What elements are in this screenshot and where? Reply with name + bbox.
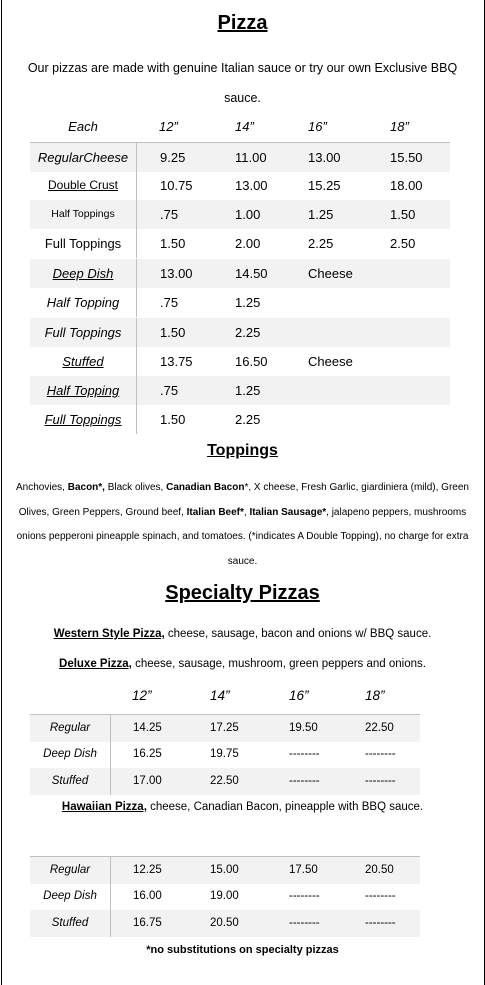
specialty-table-header xyxy=(30,683,420,709)
price-cell: .75 xyxy=(136,288,211,317)
price-cell: 13.00 xyxy=(235,178,268,193)
western-pizza-line: Western Style Pizza, cheese, sausage, bacon and onions w/ BBQ sauce. xyxy=(53,628,432,640)
row-label: Double Crust xyxy=(47,178,119,192)
table-row xyxy=(30,768,420,795)
price-cell: 2.00 xyxy=(235,236,261,251)
row-label: Regular xyxy=(49,722,91,734)
price-cell: 18.00 xyxy=(390,178,423,193)
table-row xyxy=(30,171,450,200)
price-cell: 15.50 xyxy=(390,150,423,165)
price-cell: .75 xyxy=(136,376,211,405)
row-label: Full Toppings xyxy=(44,236,122,251)
table-row xyxy=(30,229,450,258)
table-row xyxy=(30,259,450,288)
price-cell: 16.25 xyxy=(110,741,188,768)
price-cell xyxy=(286,288,368,317)
price-cell: 2.25 xyxy=(308,236,334,251)
deluxe-pizza-line: Deluxe Pizza, cheese, sausage, mushroom, green peppers and onions. xyxy=(59,658,426,670)
price-cell: 16.00 xyxy=(110,883,188,910)
price-cell: .75 xyxy=(136,200,211,229)
price-cell: 1.00 xyxy=(235,207,261,222)
row-label: Half Topping xyxy=(46,295,120,310)
row-label: Deep Dish xyxy=(43,748,97,760)
row-label: Stuffed xyxy=(51,775,89,787)
header-14: 14” xyxy=(210,688,230,703)
row-label: Deep Dish xyxy=(52,266,114,281)
row-label: Deep Dish xyxy=(43,890,97,902)
price-cell: 19.00 xyxy=(210,890,239,902)
price-cell xyxy=(286,318,368,347)
price-cell: Cheese xyxy=(308,266,353,281)
pizza-intro: Our pizzas are made with genuine Italian sauce or try our own Exclusive BBQ sauce. xyxy=(27,61,458,105)
header-18: 18” xyxy=(390,119,409,134)
price-cell: 20.50 xyxy=(210,917,239,929)
price-cell: 1.50 xyxy=(136,405,211,434)
price-cell: 10.75 xyxy=(136,171,211,200)
price-cell: 2.25 xyxy=(235,325,261,340)
price-cell: 22.50 xyxy=(365,722,394,734)
price-cell: 13.00 xyxy=(308,150,341,165)
toppings-title: Toppings xyxy=(207,442,278,459)
price-cell: 12.25 xyxy=(110,857,188,884)
price-cell: 16.50 xyxy=(235,354,268,369)
price-cell: -------- xyxy=(289,748,320,760)
table-row xyxy=(30,883,420,910)
header-18: 18” xyxy=(365,688,385,703)
table-row xyxy=(30,347,450,376)
price-cell: 15.25 xyxy=(308,178,341,193)
specialty-note: *no substitutions on specialty pizzas xyxy=(146,944,339,956)
price-cell: 2.50 xyxy=(390,236,416,251)
price-cell: 2.25 xyxy=(235,412,261,427)
price-cell: 15.00 xyxy=(210,864,239,876)
row-label: RegularCheese xyxy=(37,150,129,165)
header-16: 16” xyxy=(289,688,309,703)
pizza-title: Pizza xyxy=(217,12,268,34)
price-cell xyxy=(286,405,368,434)
price-cell xyxy=(368,288,450,317)
table-row xyxy=(30,910,420,937)
price-cell: 9.25 xyxy=(136,143,211,172)
table-row xyxy=(30,288,450,317)
table-row xyxy=(30,741,420,768)
western-pizza-name: Western Style Pizza, xyxy=(53,628,165,640)
price-cell: -------- xyxy=(365,748,396,760)
price-cell: 17.50 xyxy=(289,864,318,876)
row-label: Regular xyxy=(49,864,91,876)
price-cell: 17.25 xyxy=(210,722,239,734)
price-cell: 1.25 xyxy=(308,207,334,222)
table-row xyxy=(30,200,450,229)
header-12: 12” xyxy=(159,119,178,134)
header-14: 14” xyxy=(235,119,254,134)
price-cell: -------- xyxy=(365,775,396,787)
price-cell: 13.75 xyxy=(136,347,211,376)
price-cell: 1.50 xyxy=(390,207,416,222)
toppings-list: Anchovies, Bacon*, Black olives, Canadian Bacon*, X cheese, Fresh Garlic, giardiniera (mild), Green Olives, Green Peppers, Ground beef, Italian Beef*, Italian Sausage*, jalapeno peppers, mushrooms onions pepperoni pineapple spinach, and tomatoes. (*indicates A Double Topping), no charge for extra sauce. xyxy=(16,482,469,567)
price-cell xyxy=(286,376,368,405)
row-label: Stuffed xyxy=(51,917,89,929)
price-cell: 22.50 xyxy=(210,775,239,787)
hawaiian-pizza-name: Hawaiian Pizza, xyxy=(61,801,147,813)
price-cell: 14.50 xyxy=(235,266,268,281)
table-row xyxy=(30,142,450,172)
row-label: Stuffed xyxy=(62,354,104,369)
header-12: 12” xyxy=(132,688,152,703)
header-each: Each xyxy=(68,119,98,134)
price-cell: -------- xyxy=(365,890,396,902)
price-cell: -------- xyxy=(365,917,396,929)
header-16: 16” xyxy=(308,119,327,134)
price-cell: 20.50 xyxy=(365,864,394,876)
pizza-table-header xyxy=(30,112,450,141)
row-label: Half Toppings xyxy=(51,208,115,220)
table-row xyxy=(30,376,450,405)
table-row xyxy=(30,405,450,434)
price-cell: 16.75 xyxy=(110,910,188,937)
price-cell xyxy=(368,347,450,376)
price-cell: 19.75 xyxy=(210,748,239,760)
left-border xyxy=(1,0,2,985)
row-label: Half Topping xyxy=(46,383,120,398)
price-cell: 1.50 xyxy=(136,229,211,258)
price-cell xyxy=(368,318,450,347)
price-cell: 1.25 xyxy=(235,383,261,398)
price-cell: 11.00 xyxy=(235,150,267,165)
price-cell: 17.00 xyxy=(110,768,188,795)
price-cell xyxy=(368,376,450,405)
price-cell: -------- xyxy=(289,775,320,787)
hawaiian-pizza-line: Hawaiian Pizza, cheese, Canadian Bacon, pineapple with BBQ sauce. xyxy=(61,801,424,813)
price-cell: 1.25 xyxy=(235,295,261,310)
price-cell xyxy=(368,405,450,434)
price-cell: -------- xyxy=(289,890,320,902)
table-row xyxy=(30,318,450,347)
specialty-title: Specialty Pizzas xyxy=(165,582,320,604)
row-label: Full Toppings xyxy=(44,325,122,340)
price-cell: -------- xyxy=(289,917,320,929)
table-row xyxy=(30,714,420,742)
price-cell xyxy=(368,259,450,288)
row-label: Full Toppings xyxy=(44,412,122,427)
table-row xyxy=(30,856,420,884)
deluxe-pizza-name: Deluxe Pizza, xyxy=(59,658,132,670)
price-cell: 13.00 xyxy=(136,259,211,288)
price-cell: 19.50 xyxy=(289,722,318,734)
price-cell: 1.50 xyxy=(136,318,211,347)
price-cell: 14.25 xyxy=(110,715,188,742)
price-cell: Cheese xyxy=(308,354,353,369)
